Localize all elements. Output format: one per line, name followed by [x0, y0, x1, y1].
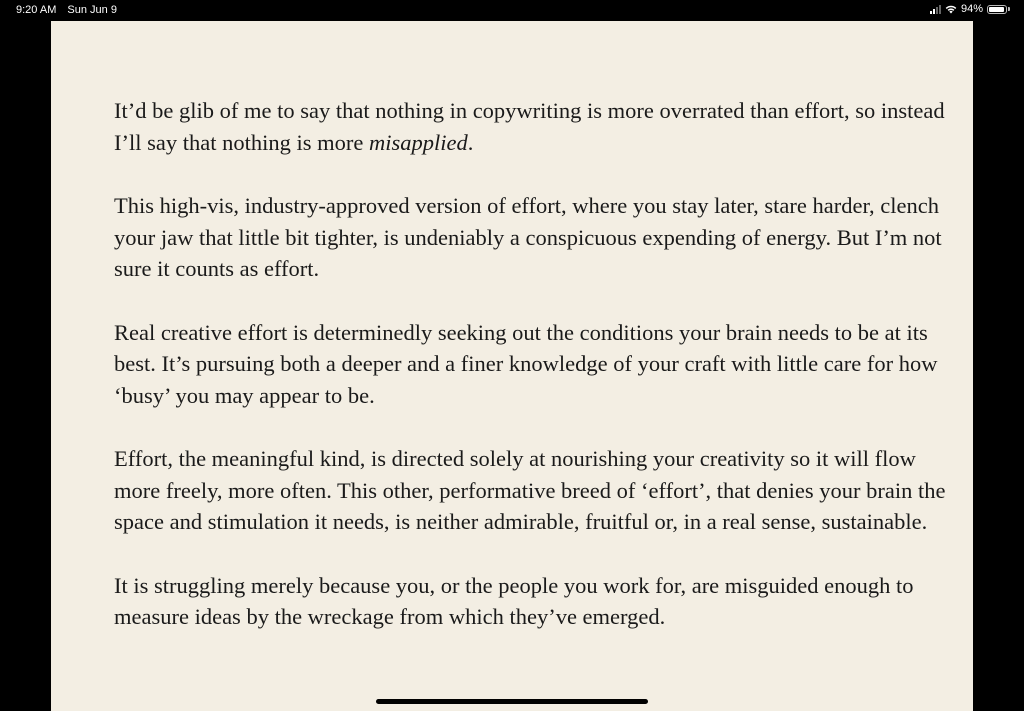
battery-percent: 94% [960, 3, 983, 15]
reader-text [114, 95, 954, 665]
status-left [16, 4, 125, 16]
battery-icon [987, 5, 1010, 14]
paragraph: Effort, the meaningful kind, is directed solely at nourishing your creativity so it will flow more freely, more often. This other, performative breed of ‘effort’, that denies your brain the space and stimulation it needs, is neither admirable, fruitful or, in a real sense, sustainable. [114, 446, 946, 534]
paragraph: It’d be glib of me to say that nothing in copywriting is more overrated than effort, so instead I’ll say that nothing is more misapplied. [114, 98, 945, 155]
status-right [930, 3, 1010, 15]
status-time: 9:20 AM [16, 4, 57, 16]
cellular-signal-icon [930, 4, 941, 14]
paragraph: This high-vis, industry-approved version of effort, where you stay later, stare harder, clench your jaw that little bit tighter, is undeniably a conspicuous expending of energy. But I’m not sure it counts as effort. [114, 193, 942, 281]
status-date: Sun Jun 9 [67, 4, 117, 16]
emphasis-text: misapplied [368, 129, 468, 155]
wifi-icon [945, 4, 957, 14]
status-bar [0, 0, 1024, 20]
battery-fill [989, 7, 1004, 12]
reader-page[interactable] [51, 21, 973, 711]
paragraph: It is struggling merely because you, or the people you work for, are misguided enough to measure ideas by the wreckage from which they’ve emerged. [114, 572, 914, 629]
paragraph: Real creative effort is determinedly seeking out the conditions your brain needs to be at its best. It’s pursuing both a deeper and a finer knowledge of your craft with little care for how ‘busy’ you may appear to be. [114, 319, 938, 408]
home-indicator[interactable] [376, 699, 648, 704]
